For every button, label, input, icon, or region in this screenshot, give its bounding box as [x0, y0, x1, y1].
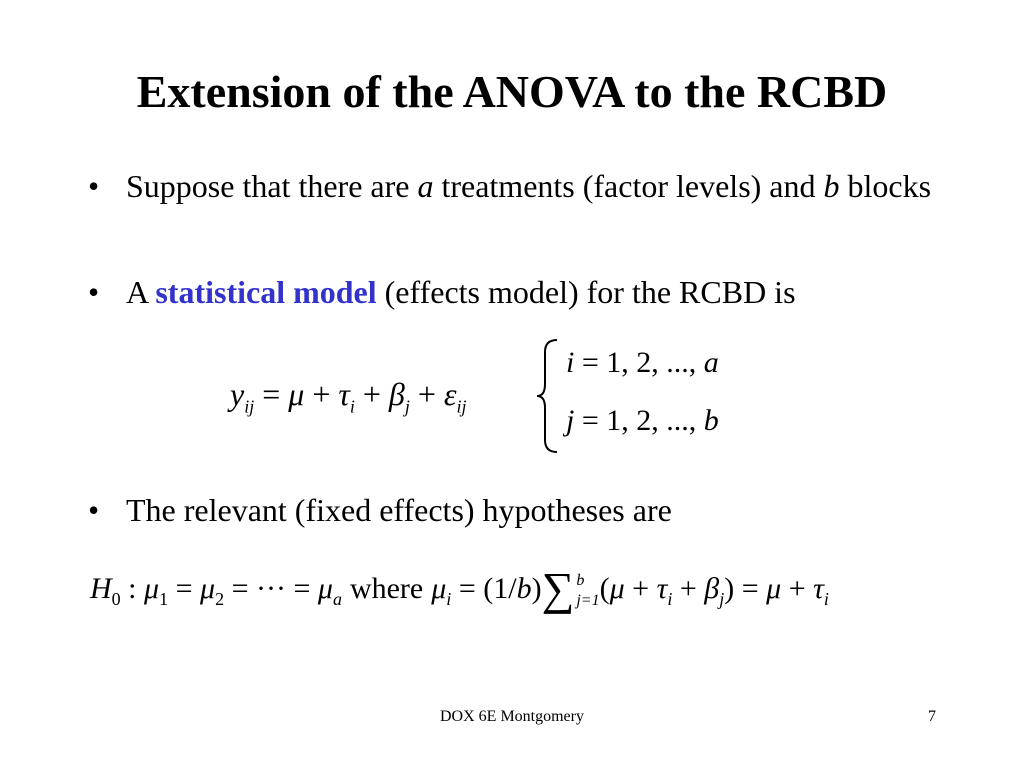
bullet-dot: •: [88, 492, 100, 528]
math-colon: :: [120, 572, 145, 605]
math-epsilon: ε: [443, 376, 457, 412]
math-H: H: [90, 572, 112, 605]
math-sub-i: i: [823, 589, 829, 609]
math-mu: μ: [200, 572, 216, 605]
math-sub-j: j: [719, 589, 725, 609]
left-brace-icon: [535, 338, 561, 454]
math-sub-0: 0: [111, 589, 121, 609]
sum-lower: j=1: [576, 592, 600, 610]
var-a: a: [417, 168, 434, 204]
text-part: Suppose that there are: [126, 168, 418, 204]
condition-i: [566, 346, 719, 380]
math-plus: +: [354, 376, 389, 412]
condition-j: [566, 404, 719, 438]
math-mu: μ: [431, 572, 447, 605]
sigma-icon: ∑: [541, 563, 575, 614]
math-plus: +: [304, 376, 339, 412]
math-dots: = ··· =: [224, 572, 318, 605]
math-frac-open: = (1/: [451, 572, 517, 605]
bullet-hypotheses: [88, 486, 948, 534]
math-sub-i: i: [349, 396, 355, 417]
math-mu: μ: [144, 572, 160, 605]
math-y: y: [230, 376, 245, 412]
highlight-statistical-model: statistical model: [155, 274, 377, 310]
math-tau: τ: [338, 376, 350, 412]
math-range: = 1, 2, ...,: [574, 404, 704, 437]
math-sub-j: j: [404, 396, 410, 417]
bullet-text: [126, 162, 948, 210]
bullet-dot: •: [88, 168, 100, 204]
math-mu: μ: [609, 572, 625, 605]
text-part: A: [126, 274, 156, 310]
bullet-model: [88, 268, 948, 316]
sum-limits: [576, 571, 599, 611]
math-mu: μ: [317, 572, 333, 605]
math-tau: τ: [656, 572, 668, 605]
text-part: (effects model) for the RCBD is: [376, 274, 796, 310]
math-paren-open: (: [599, 572, 610, 605]
math-mu: μ: [766, 572, 782, 605]
footer-text: DOX 6E Montgomery: [440, 708, 584, 725]
text-part: blocks: [839, 168, 932, 204]
math-b: b: [703, 404, 719, 437]
math-plus: +: [624, 572, 657, 605]
math-plus: +: [409, 376, 444, 412]
math-j: j: [566, 404, 575, 437]
math-plus: +: [672, 572, 705, 605]
var-b: b: [823, 168, 840, 204]
bullet-text: The relevant (fixed effects) hypotheses are: [126, 492, 672, 528]
math-sub-2: 2: [215, 589, 225, 609]
math-eq: =: [254, 376, 289, 412]
model-equation: [230, 376, 467, 417]
math-beta: β: [704, 572, 720, 605]
math-eq: =: [168, 572, 200, 605]
sum-upper: b: [576, 572, 585, 590]
math-sub-ij: ij: [456, 396, 467, 417]
math-frac-close: ): [531, 572, 542, 605]
bullet-text: [126, 268, 948, 316]
page-number: 7: [928, 708, 936, 725]
math-plus: +: [781, 572, 814, 605]
text-part: treatments (factor levels) and: [433, 168, 824, 204]
math-sub-ij: ij: [244, 396, 255, 417]
math-range: = 1, 2, ...,: [574, 346, 704, 379]
math-sub-1: 1: [159, 589, 169, 609]
math-a: a: [703, 346, 719, 379]
math-sub-a: a: [332, 589, 342, 609]
math-b: b: [516, 572, 532, 605]
slide-title: Extension of the ANOVA to the RCBD: [136, 66, 888, 117]
math-i: i: [566, 346, 575, 379]
hypothesis-equation: [90, 562, 829, 615]
math-beta: β: [388, 376, 405, 412]
math-tau: τ: [813, 572, 824, 605]
bullet-treatments: [88, 162, 948, 210]
math-sub-i: i: [446, 589, 452, 609]
math-where: where: [349, 572, 424, 605]
bullet-dot: •: [88, 274, 100, 310]
math-paren-close: ) =: [724, 572, 767, 605]
math-mu: μ: [288, 376, 305, 412]
math-sub-i: i: [667, 589, 673, 609]
